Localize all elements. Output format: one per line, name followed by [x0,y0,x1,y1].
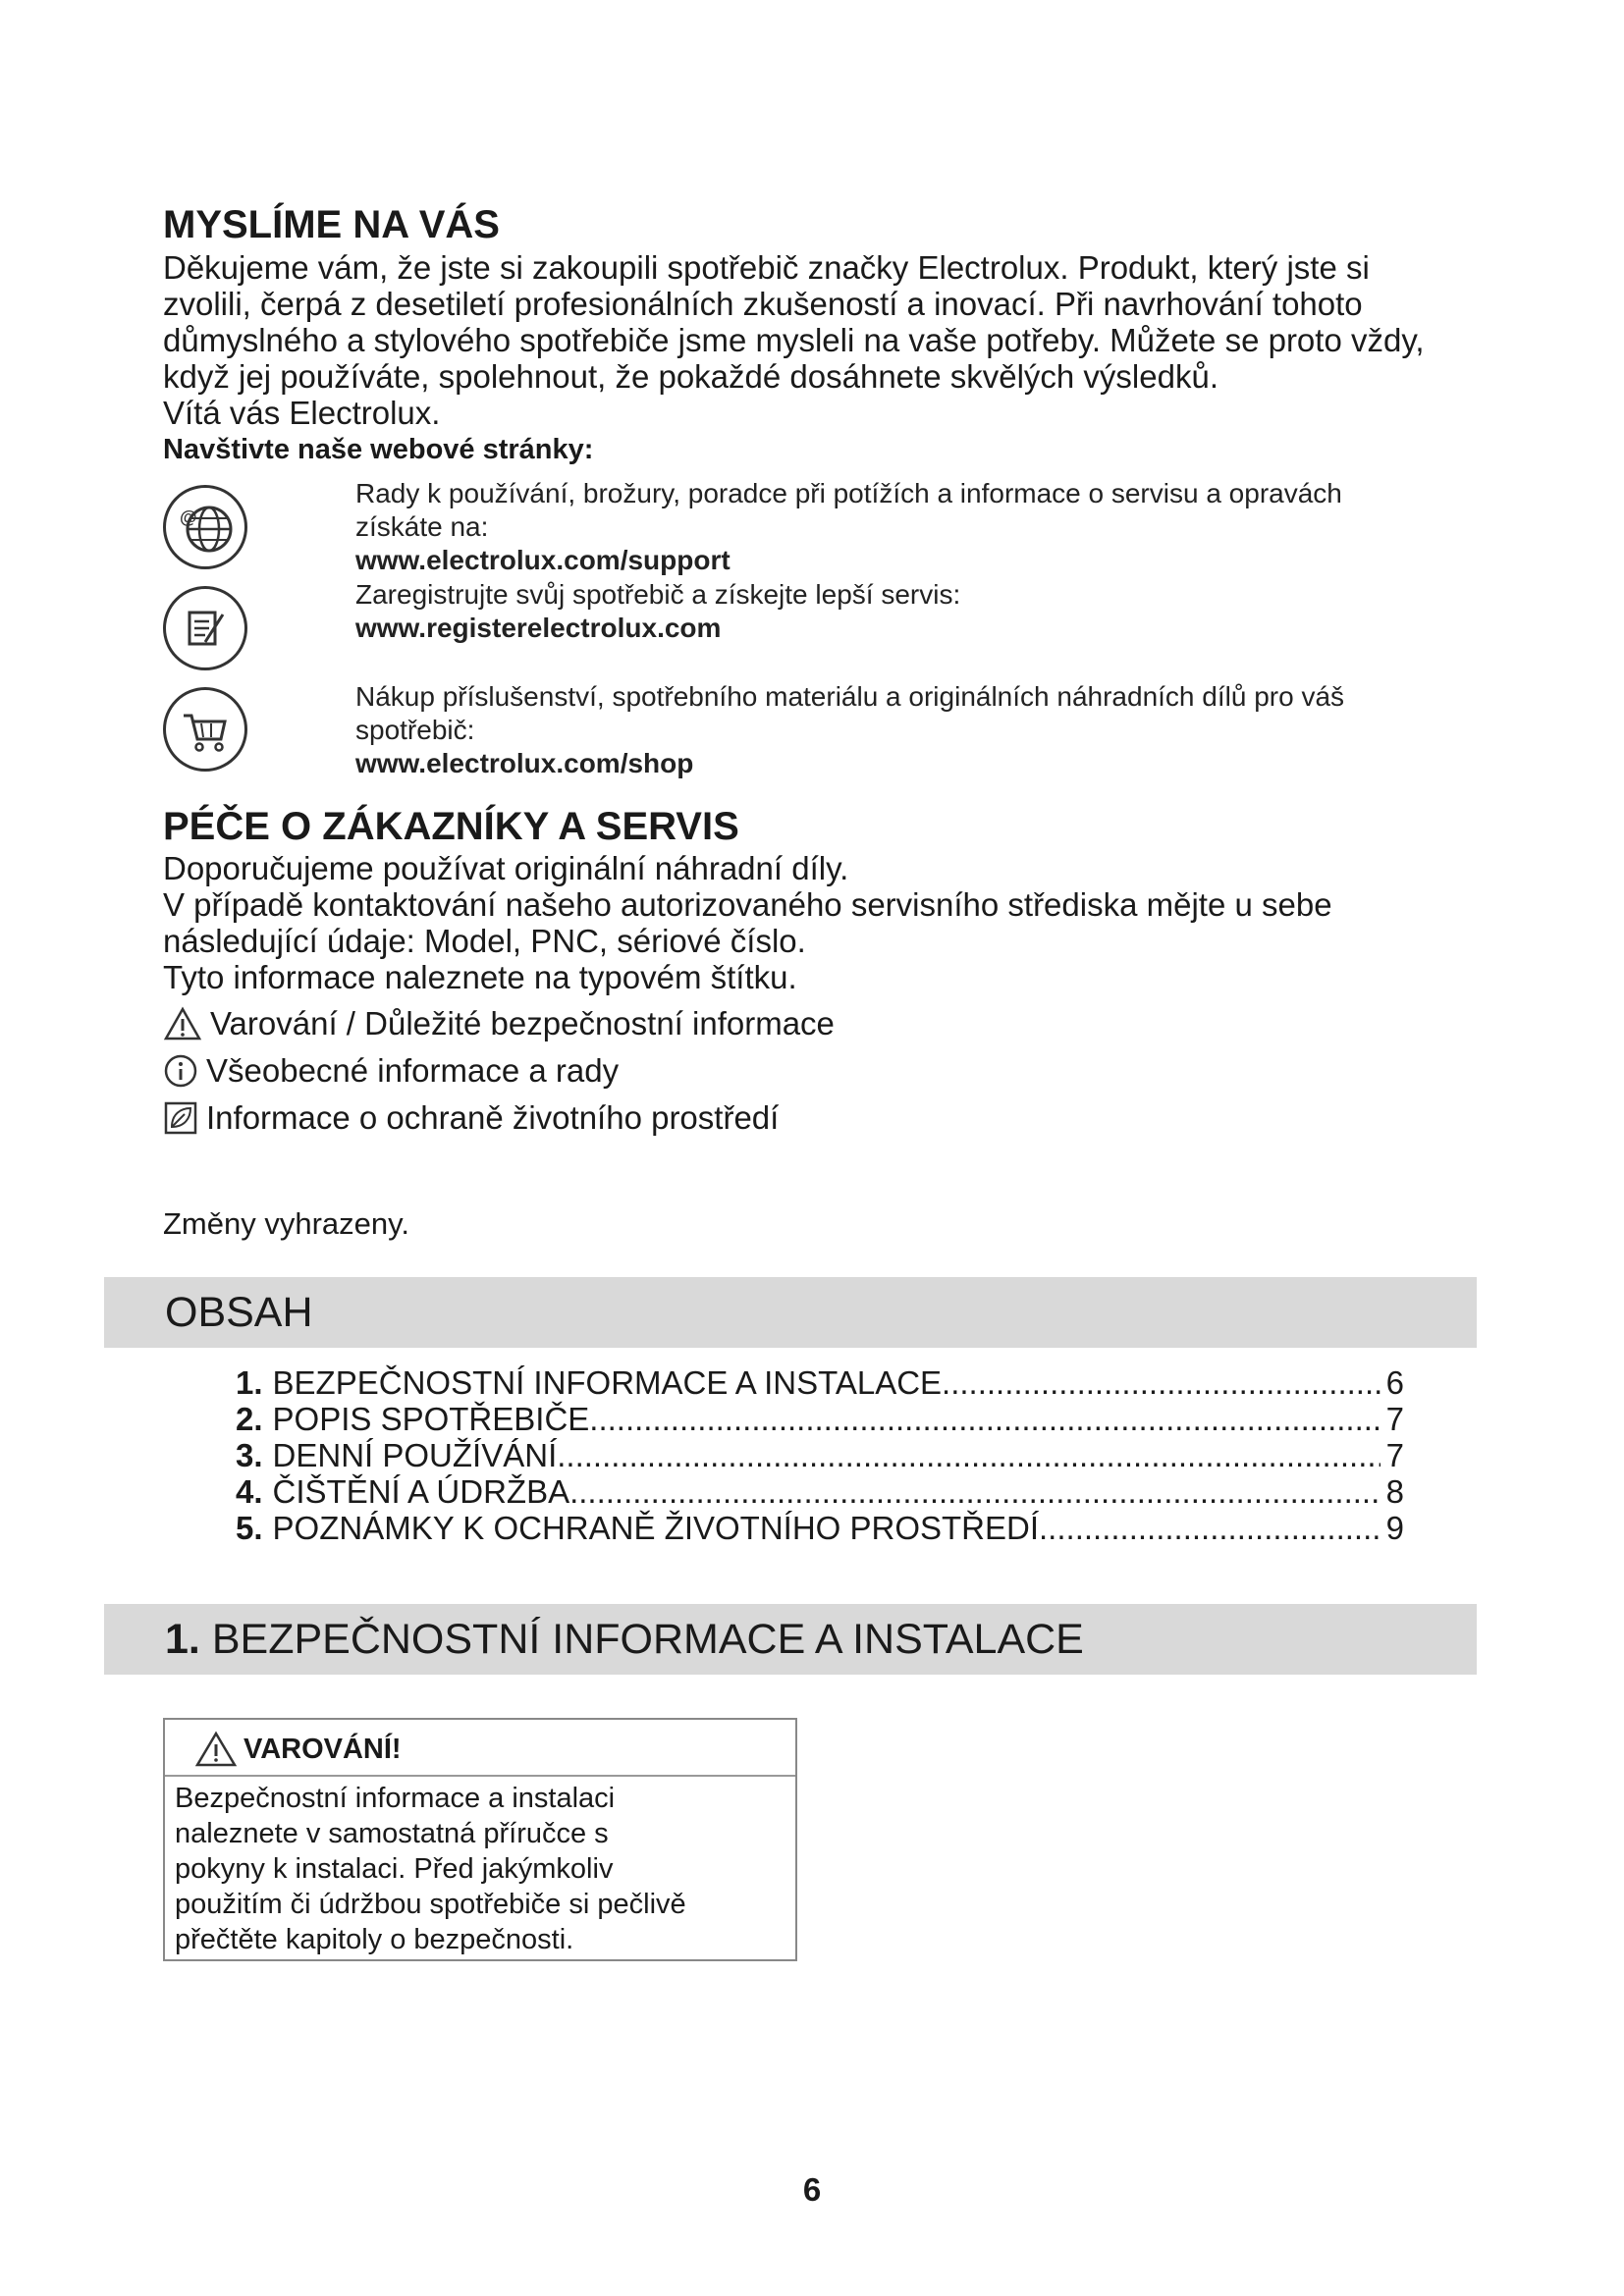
toc-number: 3. [236,1437,263,1473]
toc-label: POZNÁMKY K OCHRANĚ ŽIVOTNÍHO PROSTŘEDÍ [272,1510,1040,1546]
svg-text:@: @ [180,507,197,527]
toc-leader [589,1401,1380,1437]
environment-leaf-icon [163,1100,198,1136]
care-line: Doporučujeme používat originální náhradní díly. [163,850,849,886]
legend-warning-text: Varování / Důležité bezpečnostní informace [210,1005,835,1041]
visit-websites-label: Navštivte naše webové stránky: [163,434,594,465]
care-paragraph [163,850,1479,995]
link-register [355,578,960,645]
toc-page: 7 [1385,1437,1404,1473]
toc-item[interactable] [236,1473,1404,1510]
toc-label: DENNÍ POUŽÍVÁNÍ [272,1437,558,1473]
link-shop-text: Nákup příslušenství, spotřebního materiálu a originálních náhradních dílů pro váš [355,681,1345,712]
section-title-customer-care: PÉČE O ZÁKAZNÍKY A SERVIS [163,805,739,848]
legend-info [163,1051,619,1091]
register-icon [163,586,247,670]
welcome-line: Vítá vás Electrolux. [163,395,441,431]
warning-line: naleznete v samostatná příručce s [175,1818,609,1849]
warning-line: pokyny k instalaci. Před jakýmkoliv [175,1853,614,1885]
register-url-link[interactable]: www.registerelectrolux.com [355,613,722,643]
chapter1-title-text: BEZPEČNOSTNÍ INFORMACE A INSTALACE [211,1616,1084,1663]
page-number: 6 [802,2171,822,2208]
toc-label: ČIŠTĚNÍ A ÚDRŽBA [272,1473,570,1510]
toc-page: 6 [1385,1364,1404,1401]
intro-line: když jej používáte, spolehnout, že pokaždé dosáhnete skvělých výsledků. [163,358,1218,395]
info-icon [163,1053,198,1089]
chapter1-number: 1. [165,1616,200,1663]
intro-line: důmyslného a stylového spotřebiče jsme mysleli na vaše potřeby. Můžete se proto vždy, [163,322,1425,358]
changes-reserved: Změny vyhrazeny. [163,1206,409,1241]
toc-number: 1. [236,1364,263,1401]
care-line: V případě kontaktování našeho autorizovaného servisního střediska mějte u sebe [163,886,1332,923]
toc-leader [942,1364,1380,1401]
section-title-thinking: MYSLÍME NA VÁS [163,203,500,246]
toc-leader [1039,1510,1380,1546]
link-register-text: Zaregistrujte svůj spotřebič a získejte lepší servis: [355,579,961,610]
shop-url-link[interactable]: www.electrolux.com/shop [355,748,694,778]
link-support [355,477,1342,577]
legend-info-text: Všeobecné informace a rady [206,1052,620,1089]
toc-page: 8 [1385,1473,1404,1510]
toc-label: POPIS SPOTŘEBIČE [272,1401,590,1437]
warning-divider [165,1775,795,1777]
toc-item[interactable] [236,1364,1404,1401]
toc-page: 9 [1385,1510,1404,1546]
warning-heading [177,1730,402,1769]
legend-environment [163,1098,779,1138]
warning-line: přečtěte kapitoly o bezpečnosti. [175,1924,574,1955]
table-of-contents [236,1364,1404,1546]
care-line: následující údaje: Model, PNC, sériové číslo. [163,923,806,959]
toc-item[interactable] [236,1401,1404,1437]
legend-warning [163,1004,835,1043]
link-shop-text: spotřebič: [355,715,475,745]
care-line: Tyto informace naleznete na typovém štítku. [163,959,797,995]
toc-number: 4. [236,1473,263,1510]
support-url-link[interactable]: www.electrolux.com/support [355,545,731,575]
link-support-text: získáte na: [355,511,489,542]
chapter1-title [165,1604,1084,1675]
toc-item[interactable] [236,1437,1404,1473]
intro-line: zvolili, čerpá z desetiletí profesionálních zkušeností a inovací. Při navrhování tohoto [163,286,1363,322]
toc-label: BEZPEČNOSTNÍ INFORMACE A INSTALACE [272,1364,943,1401]
globe-icon [163,485,247,569]
toc-page: 7 [1385,1401,1404,1437]
toc-leader [557,1437,1380,1473]
warning-text [175,1781,686,1957]
toc-number: 5. [236,1510,263,1546]
warning-line: použitím či údržbou spotřebiče si pečlivě [175,1889,686,1920]
legend-environment-text: Informace o ochraně životního prostředí [206,1099,780,1136]
warning-heading-text: VAROVÁNÍ! [244,1734,402,1765]
contents-title: OBSAH [165,1289,313,1336]
toc-number: 2. [236,1401,263,1437]
toc-leader [569,1473,1380,1510]
warning-line: Bezpečnostní informace a instalaci [175,1783,616,1814]
warning-triangle-icon [194,1731,238,1768]
intro-line: Děkujeme vám, že jste si zakoupili spotřebič značky Electrolux. Produkt, který jste si [163,249,1370,286]
warning-triangle-icon [163,1006,202,1041]
link-shop [355,680,1344,780]
toc-item[interactable] [236,1510,1404,1546]
intro-paragraph [163,249,1479,431]
warning-box [163,1718,797,1961]
link-support-text: Rady k používání, brožury, poradce při potížích a informace o servisu a opravách [355,478,1342,508]
cart-icon [163,687,247,772]
